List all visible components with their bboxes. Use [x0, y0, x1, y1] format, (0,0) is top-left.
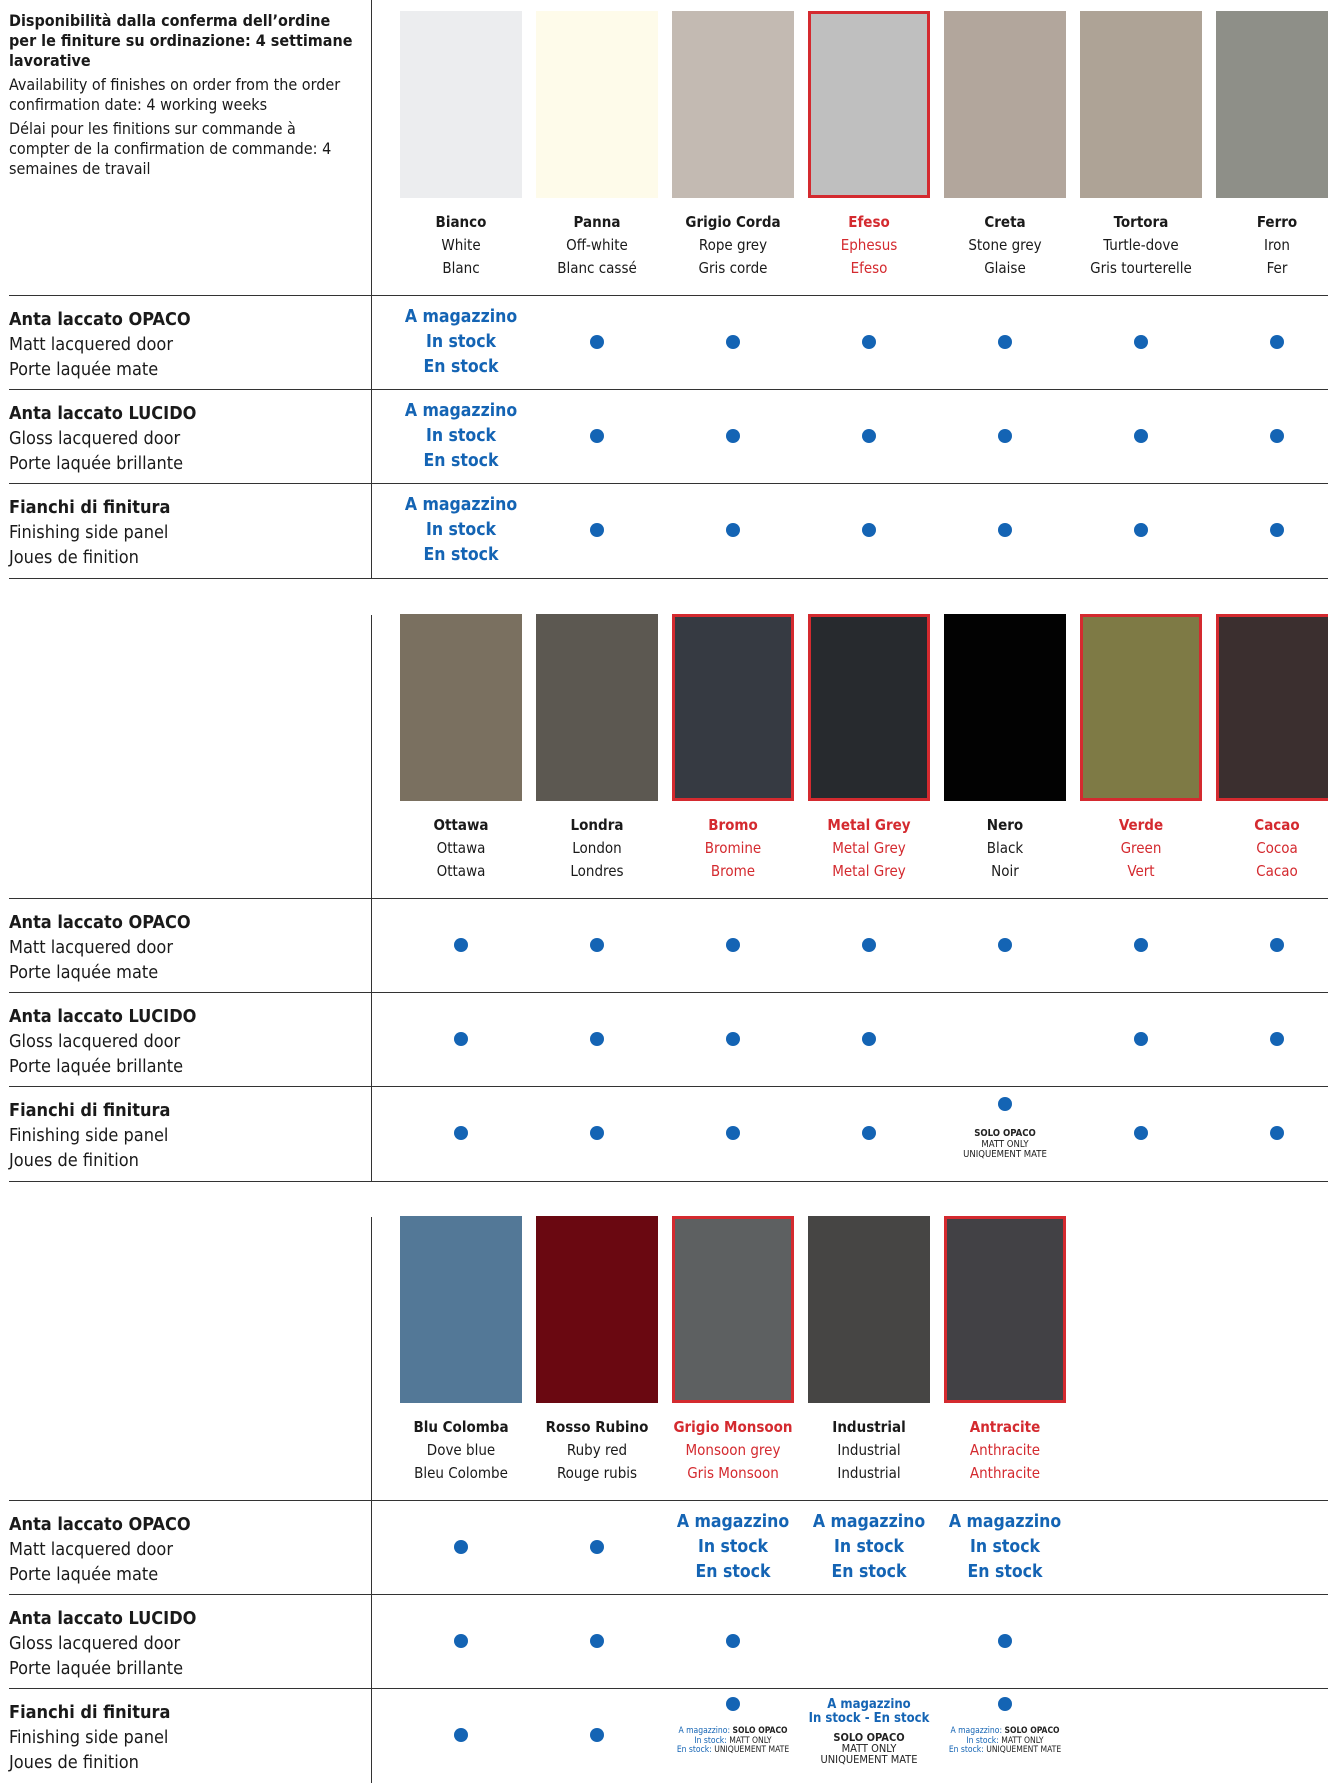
finish-name-english: Anthracite	[969, 1441, 1041, 1459]
color-swatch	[1216, 11, 1328, 198]
availability-dot	[862, 429, 876, 443]
color-swatch	[400, 1216, 522, 1403]
row-label-gloss	[9, 1606, 196, 1681]
finish-name-french: Efeso	[850, 259, 888, 277]
in-stock-french: En stock	[423, 357, 499, 377]
availability-dot	[590, 335, 604, 349]
finish-name-french: Gris tourterelle	[1090, 259, 1192, 277]
in-stock-english: In stock	[969, 1537, 1041, 1557]
finish-name-italian: Efeso	[848, 213, 890, 231]
finish-name-french: Fer	[1266, 259, 1288, 277]
row-divider	[9, 992, 1328, 993]
row-divider	[9, 483, 1328, 484]
in-stock-french: En stock	[695, 1562, 771, 1582]
in-stock-english: In stock	[697, 1537, 769, 1557]
intro-english: Availability of finishes on order from the order confirmation date: 4 working weeks	[9, 75, 341, 114]
in-stock-combined: In stock - En stock	[808, 1711, 930, 1726]
availability-dot	[726, 335, 740, 349]
finish-name-italian: Verde	[1118, 816, 1164, 834]
availability-dot	[1134, 938, 1148, 952]
row-label-english: Gloss lacquered door	[9, 428, 181, 449]
availability-dot	[1270, 335, 1284, 349]
finish-name-french: Metal Grey	[832, 862, 906, 880]
finish-name-french: Anthracite	[969, 1464, 1041, 1482]
stock-prefix: In stock:	[966, 1735, 999, 1746]
color-swatch	[672, 1216, 794, 1403]
finish-name	[393, 1416, 529, 1485]
finish-name-italian: Grigio Corda	[685, 213, 781, 231]
finish-name-english: Ruby red	[566, 1441, 628, 1459]
availability-dot	[998, 938, 1012, 952]
in-stock-compact-label	[801, 1698, 937, 1726]
color-swatch	[536, 1216, 658, 1403]
finish-name-french: Cacao	[1256, 862, 1298, 880]
availability-dot	[590, 429, 604, 443]
availability-dot	[454, 1126, 468, 1140]
finish-name-english: Cocoa	[1256, 839, 1298, 857]
availability-dot	[998, 1697, 1012, 1711]
in-stock-italian: A magazzino	[812, 1512, 926, 1532]
availability-dot	[1134, 1032, 1148, 1046]
row-label-english: Finishing side panel	[9, 1125, 169, 1146]
row-label-italian: Anta laccato LUCIDO	[9, 1608, 197, 1629]
finish-name	[1073, 814, 1209, 883]
color-swatch	[1080, 614, 1202, 801]
finish-name-italian: Bianco	[435, 213, 487, 231]
availability-dot	[862, 1032, 876, 1046]
stock-matt-only-line	[665, 1746, 801, 1756]
matt-only-value: SOLO OPACO	[1004, 1726, 1060, 1736]
availability-dot	[1134, 335, 1148, 349]
finish-name	[937, 1416, 1073, 1485]
in-stock-label	[801, 1510, 937, 1585]
availability-dot	[998, 1634, 1012, 1648]
color-swatch	[672, 614, 794, 801]
availability-dot	[726, 1126, 740, 1140]
color-swatch	[944, 1216, 1066, 1403]
availability-dot	[1270, 429, 1284, 443]
availability-dot	[454, 1540, 468, 1554]
availability-dot	[590, 523, 604, 537]
finish-name-english: Ephesus	[840, 236, 898, 254]
color-swatch	[1080, 11, 1202, 198]
row-label-french: Joues de finition	[9, 1150, 139, 1171]
availability-dot	[726, 429, 740, 443]
finish-name-italian: Blu Colomba	[413, 1418, 509, 1436]
color-swatch	[808, 1216, 930, 1403]
availability-dot	[1134, 429, 1148, 443]
matt-only-value: SOLO OPACO	[732, 1726, 788, 1736]
finish-name-french: Vert	[1127, 862, 1155, 880]
row-divider	[9, 1500, 1328, 1501]
in-stock-italian: A magazzino	[404, 401, 518, 421]
in-stock-label	[393, 305, 529, 380]
matt-only-english: MATT ONLY	[981, 1138, 1029, 1150]
finish-name-french: Blanc cassé	[557, 259, 637, 277]
availability-dot	[590, 1032, 604, 1046]
in-stock-english: In stock	[833, 1537, 905, 1557]
finish-name-italian: Bromo	[708, 816, 758, 834]
row-label-french: Porte laquée brillante	[9, 1658, 184, 1679]
finish-name-french: Noir	[991, 862, 1019, 880]
availability-dot	[998, 335, 1012, 349]
color-swatch	[400, 11, 522, 198]
row-label-italian: Anta laccato OPACO	[9, 912, 191, 933]
stock-prefix: En stock:	[948, 1745, 984, 1755]
in-stock-italian: A magazzino	[676, 1512, 790, 1532]
finish-name-italian: Creta	[984, 213, 1026, 231]
finish-name	[665, 1416, 801, 1485]
finish-name	[529, 211, 665, 280]
in-stock-french: En stock	[423, 451, 499, 471]
matt-only-value: MATT ONLY	[1001, 1735, 1044, 1746]
finish-name	[529, 1416, 665, 1485]
availability-dot	[454, 1728, 468, 1742]
row-label-gloss	[9, 401, 196, 476]
row-label-italian: Fianchi di finitura	[9, 1702, 171, 1723]
finish-name-french: Bleu Colombe	[414, 1464, 508, 1482]
availability-dot	[1270, 523, 1284, 537]
color-swatch	[1216, 614, 1328, 801]
finish-name-english: Ottawa	[436, 839, 486, 857]
in-stock-french: En stock	[967, 1562, 1043, 1582]
finish-name-english: Iron	[1263, 236, 1290, 254]
finish-name-italian: Ferro	[1256, 213, 1298, 231]
row-label-matt	[9, 1512, 191, 1587]
row-label-matt	[9, 307, 191, 382]
finish-name-english: White	[441, 236, 481, 254]
stock-prefix: En stock:	[676, 1745, 712, 1755]
finish-name-italian: Cacao	[1254, 816, 1300, 834]
finish-name-italian: Nero	[986, 816, 1024, 834]
availability-dot	[590, 1728, 604, 1742]
color-swatch	[536, 614, 658, 801]
row-label-french: Joues de finition	[9, 1752, 139, 1773]
stock-prefix: A magazzino:	[950, 1726, 1003, 1736]
intro-french: Délai pour les finitions sur commande à compter de la confirmation de commande: 4 semaines de travail	[9, 119, 332, 178]
stock-prefix: A magazzino:	[678, 1726, 731, 1736]
availability-dot	[998, 429, 1012, 443]
row-label-italian: Anta laccato LUCIDO	[9, 403, 197, 424]
in-stock-french: En stock	[831, 1562, 907, 1582]
matt-only-value: MATT ONLY	[729, 1735, 772, 1746]
matt-only-note	[937, 1129, 1073, 1161]
row-label-matt	[9, 910, 191, 985]
availability-dot	[454, 1634, 468, 1648]
row-label-side	[9, 1700, 170, 1775]
finish-name-english: Industrial	[837, 1441, 901, 1459]
finish-name-english: Black	[986, 839, 1024, 857]
finish-name-italian: Londra	[570, 816, 624, 834]
matt-only-english: MATT ONLY	[841, 1742, 897, 1755]
availability-dot	[1134, 1126, 1148, 1140]
stock-prefix: In stock:	[694, 1735, 727, 1746]
row-label-side	[9, 495, 170, 570]
color-swatch	[808, 11, 930, 198]
matt-only-italian: SOLO OPACO	[974, 1128, 1036, 1139]
availability-dot	[1270, 938, 1284, 952]
in-stock-english: In stock	[425, 520, 497, 540]
finish-name-french: Brome	[710, 862, 756, 880]
stock-matt-only-note	[937, 1727, 1073, 1756]
finish-name-italian: Tortora	[1113, 213, 1169, 231]
row-label-italian: Anta laccato LUCIDO	[9, 1006, 197, 1027]
availability-dot	[726, 523, 740, 537]
row-label-english: Matt lacquered door	[9, 937, 173, 958]
finish-name-french: Glaise	[984, 259, 1026, 277]
row-label-french: Porte laquée brillante	[9, 1056, 184, 1077]
availability-dot	[590, 938, 604, 952]
row-label-gloss	[9, 1004, 196, 1079]
row-label-english: Gloss lacquered door	[9, 1633, 181, 1654]
finish-name-italian: Grigio Monsoon	[673, 1418, 793, 1436]
row-divider	[9, 1086, 1328, 1087]
availability-dot	[726, 1032, 740, 1046]
finish-name	[937, 211, 1073, 280]
finish-name-italian: Antracite	[969, 1418, 1041, 1436]
finish-name-italian: Metal Grey	[827, 816, 911, 834]
row-label-english: Finishing side panel	[9, 522, 169, 543]
matt-only-french: UNIQUEMENT MATE	[820, 1753, 918, 1766]
availability-dot	[726, 1697, 740, 1711]
in-stock-label	[937, 1510, 1073, 1585]
matt-only-value: UNIQUEMENT MATE	[986, 1745, 1062, 1755]
finish-name-french: Londres	[570, 862, 624, 880]
finish-name-french: Gris Monsoon	[687, 1464, 779, 1482]
color-swatch	[672, 11, 794, 198]
row-divider	[9, 1181, 1328, 1182]
availability-dot	[1270, 1126, 1284, 1140]
finish-name-english: Rope grey	[698, 236, 768, 254]
availability-dot	[862, 938, 876, 952]
availability-dot	[998, 523, 1012, 537]
row-label-english: Matt lacquered door	[9, 334, 173, 355]
availability-dot	[1270, 1032, 1284, 1046]
stock-matt-only-line	[937, 1746, 1073, 1756]
row-label-english: Finishing side panel	[9, 1727, 169, 1748]
availability-dot	[590, 1126, 604, 1140]
finish-name	[665, 211, 801, 280]
matt-only-note	[801, 1732, 937, 1765]
finish-name	[801, 1416, 937, 1485]
in-stock-italian: A magazzino	[404, 307, 518, 327]
color-swatch	[400, 614, 522, 801]
in-stock-label	[393, 399, 529, 474]
row-label-french: Porte laquée brillante	[9, 453, 184, 474]
availability-dot	[590, 1540, 604, 1554]
row-label-italian: Anta laccato OPACO	[9, 1514, 191, 1535]
row-divider	[9, 1594, 1328, 1595]
color-swatch	[536, 11, 658, 198]
color-swatch	[944, 11, 1066, 198]
finish-name-english: Turtle-dove	[1103, 236, 1179, 254]
finish-name-french: Blanc	[442, 259, 480, 277]
in-stock-label	[393, 493, 529, 568]
row-divider	[9, 1688, 1328, 1689]
finish-name-italian: Rosso Rubino	[545, 1418, 649, 1436]
matt-only-french: UNIQUEMENT MATE	[963, 1149, 1047, 1160]
row-label-english: Matt lacquered door	[9, 1539, 173, 1560]
finish-name	[937, 814, 1073, 883]
availability-dot	[862, 1126, 876, 1140]
finish-name	[1209, 211, 1328, 280]
row-label-french: Porte laquée mate	[9, 962, 159, 983]
finish-name	[665, 814, 801, 883]
availability-dot	[726, 938, 740, 952]
finish-name-english: Stone grey	[968, 236, 1042, 254]
finish-name	[393, 814, 529, 883]
in-stock-english: In stock	[425, 332, 497, 352]
availability-dot	[1134, 523, 1148, 537]
row-divider	[9, 578, 1328, 579]
finish-name-english: Dove blue	[426, 1441, 496, 1459]
finish-name-english: Metal Grey	[832, 839, 906, 857]
availability-intro	[9, 11, 354, 183]
availability-dot	[590, 1634, 604, 1648]
row-divider	[9, 389, 1328, 390]
row-label-italian: Anta laccato OPACO	[9, 309, 191, 330]
matt-only-italian: SOLO OPACO	[833, 1731, 905, 1744]
in-stock-italian: A magazzino	[948, 1512, 1062, 1532]
in-stock-italian: A magazzino	[404, 495, 518, 515]
availability-dot	[998, 1097, 1012, 1111]
row-label-side	[9, 1098, 170, 1173]
color-swatch	[944, 614, 1066, 801]
in-stock-label	[665, 1510, 801, 1585]
finish-name	[801, 814, 937, 883]
finish-name-italian: Industrial	[832, 1418, 906, 1436]
row-label-english: Gloss lacquered door	[9, 1031, 181, 1052]
finish-name-english: London	[572, 839, 622, 857]
availability-dot	[726, 1634, 740, 1648]
intro-italian: Disponibilità dalla conferma dell’ordine per le finiture su ordinazione: 4 settimane lavorative	[9, 11, 353, 70]
finish-name-italian: Panna	[573, 213, 621, 231]
color-swatch	[808, 614, 930, 801]
finish-name-english: Monsoon grey	[685, 1441, 781, 1459]
finish-name	[393, 211, 529, 280]
row-label-italian: Fianchi di finitura	[9, 1100, 171, 1121]
finish-name-english: Green	[1120, 839, 1162, 857]
row-label-french: Porte laquée mate	[9, 359, 159, 380]
matt-only-value: UNIQUEMENT MATE	[714, 1745, 790, 1755]
in-stock-french: En stock	[423, 545, 499, 565]
availability-dot	[454, 938, 468, 952]
availability-dot	[862, 523, 876, 537]
finish-name-english: Off-white	[566, 236, 628, 254]
availability-dot	[862, 335, 876, 349]
row-divider	[9, 898, 1328, 899]
stock-matt-only-note	[665, 1727, 801, 1756]
finish-name-french: Gris corde	[698, 259, 768, 277]
finish-name-french: Rouge rubis	[556, 1464, 638, 1482]
in-stock-english: In stock	[425, 426, 497, 446]
row-divider	[9, 295, 1328, 296]
finish-name	[1073, 211, 1209, 280]
row-label-french: Joues de finition	[9, 547, 139, 568]
finish-name	[1209, 814, 1328, 883]
row-label-french: Porte laquée mate	[9, 1564, 159, 1585]
availability-dot	[454, 1032, 468, 1046]
section-divider-vertical	[371, 0, 372, 578]
finish-name-english: Bromine	[704, 839, 762, 857]
row-label-italian: Fianchi di finitura	[9, 497, 171, 518]
finish-name-french: Ottawa	[436, 862, 486, 880]
finish-name-french: Industrial	[837, 1464, 901, 1482]
finish-name-italian: Ottawa	[433, 816, 489, 834]
in-stock-italian: A magazzino	[827, 1697, 911, 1712]
finish-name	[801, 211, 937, 280]
finish-name	[529, 814, 665, 883]
